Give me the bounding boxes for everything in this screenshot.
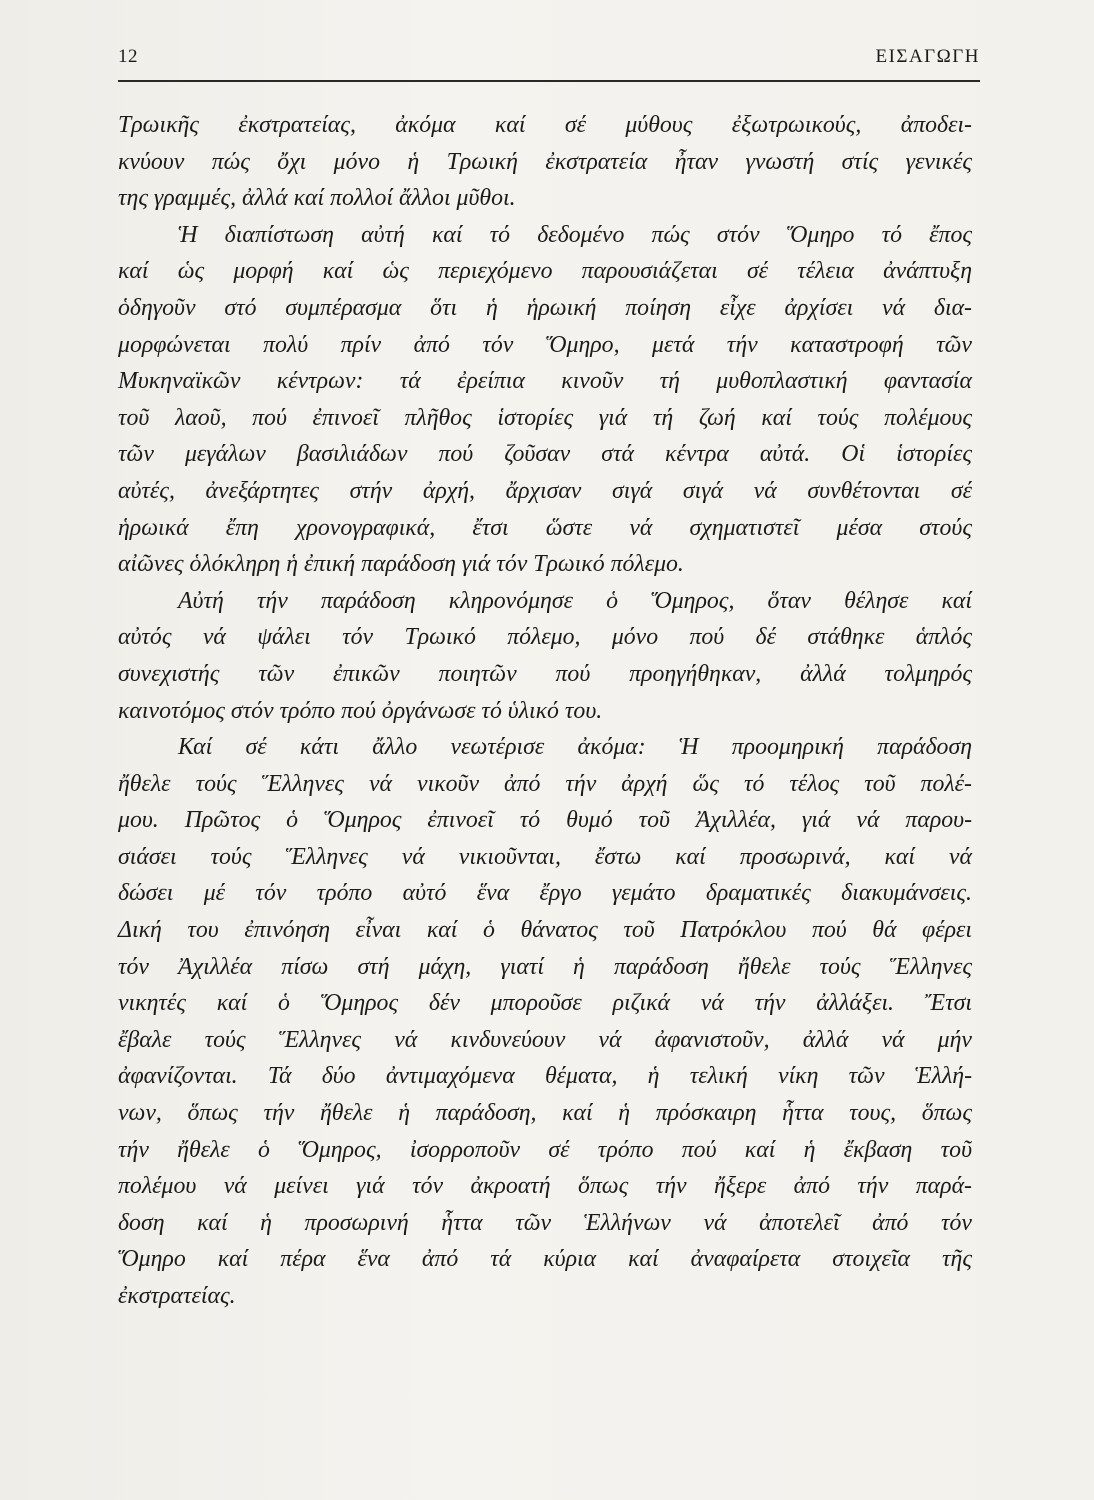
text-line: μου. Πρῶτος ὁ Ὅμηρος ἐπινοεῖ τό θυμό τοῦ Ἀχιλλέα, γιά νά παρου- bbox=[118, 807, 972, 834]
text-line: Ἡ διαπίστωση αὐτή καί τό δεδομένο πώς στόν Ὅμηρο τό ἔπος bbox=[178, 221, 972, 248]
text-line: μορφώνεται πολύ πρίν ἀπό τόν Ὅμηρο, μετά τήν καταστροφή τῶν bbox=[118, 331, 972, 358]
text-line: τόν Ἀχιλλέα πίσω στή μάχη, γιατί ἡ παράδοση ἤθελε τούς Ἕλληνες bbox=[118, 953, 972, 980]
body-text bbox=[118, 107, 972, 1315]
text-line: Τρωικῆς ἐκστρατείας, ἀκόμα καί σέ μύθους ἐξωτρωικούς, ἀποδει- bbox=[118, 112, 972, 138]
running-head: ΕΙΣΑΓΩΓΗ bbox=[875, 46, 980, 67]
text-line: ἤθελε τούς Ἕλληνες νά νικοῦν ἀπό τήν ἀρχή ὥς τό τέλος τοῦ πολέ- bbox=[118, 770, 972, 797]
text-line: νικητές καί ὁ Ὅμηρος δέν μποροῦσε ριζικά νά τήν ἀλλάξει. Ἔτσι bbox=[118, 990, 972, 1017]
text-line: πολέμου νά μείνει γιά τόν ἀκροατή ὅπως τήν ἤξερε ἀπό τήν παρά- bbox=[118, 1173, 972, 1200]
text-line: αὐτός νά ψάλει τόν Τρωικό πόλεμο, μόνο πού δέ στάθηκε ἁπλός bbox=[118, 624, 972, 651]
text-line: Ὅμηρο καί πέρα ἕνα ἀπό τά κύρια καί ἀναφαίρετα στοιχεῖα τῆς bbox=[118, 1246, 972, 1273]
text-line: της γραμμές, ἀλλά καί πολλοί ἄλλοι μῦθοι. bbox=[118, 185, 516, 212]
text-line: τήν ἤθελε ὁ Ὅμηρος, ἰσορροποῦν σέ τρόπο πού καί ἡ ἔκβαση τοῦ bbox=[118, 1136, 972, 1163]
text-line: αὐτές, ἀνεξάρτητες στήν ἀρχή, ἄρχισαν σιγά σιγά νά συνθέτονται σέ bbox=[118, 477, 972, 504]
text-line: νων, ὅπως τήν ἤθελε ἡ παράδοση, καί ἡ πρόσκαιρη ἧττα τους, ὅπως bbox=[118, 1100, 972, 1127]
text-line: σιάσει τούς Ἕλληνες νά νικιοῦνται, ἔστω καί προσωρινά, καί νά bbox=[118, 843, 972, 870]
text-line: δοση καί ἡ προσωρινή ἧττα τῶν Ἑλλήνων νά ἀποτελεῖ ἀπό τόν bbox=[118, 1209, 972, 1236]
header-rule bbox=[118, 80, 980, 82]
text-line: τῶν μεγάλων βασιλιάδων πού ζοῦσαν στά κέντρα αὐτά. Οἱ ἱστορίες bbox=[118, 441, 972, 468]
text-line: ἔβαλε τούς Ἕλληνες νά κινδυνεύουν νά ἀφανιστοῦν, ἀλλά νά μήν bbox=[118, 1026, 972, 1053]
page-header bbox=[118, 46, 980, 76]
text-line: αἰῶνες ὁλόκληρη ἡ ἐπική παράδοση γιά τόν Τρωικό πόλεμο. bbox=[118, 551, 684, 578]
text-line: τοῦ λαοῦ, πού ἐπινοεῖ πλῆθος ἱστορίες γιά τή ζωή καί τούς πολέμους bbox=[118, 404, 972, 431]
text-line: δώσει μέ τόν τρόπο αὐτό ἕνα ἔργο γεμάτο δραματικές διακυμάνσεις. bbox=[118, 880, 972, 907]
text-line: ὁδηγοῦν στό συμπέρασμα ὅτι ἡ ἡρωική ποίηση εἶχε ἀρχίσει νά δια- bbox=[118, 294, 972, 321]
text-line: ἐκστρατείας. bbox=[118, 1283, 236, 1309]
text-line: Αὐτή τήν παράδοση κληρονόμησε ὁ Ὅμηρος, ὅταν θέλησε καί bbox=[178, 587, 972, 614]
text-line: κνύουν πώς ὄχι μόνο ἡ Τρωική ἐκστρατεία ἦταν γνωστή στίς γενικές bbox=[118, 148, 972, 175]
text-line: Καί σέ κάτι ἄλλο νεωτέρισε ἀκόμα: Ἡ προομηρική παράδοση bbox=[178, 734, 972, 761]
text-line: ἀφανίζονται. Τά δύο ἀντιμαχόμενα θέματα, ἡ τελική νίκη τῶν Ἑλλή- bbox=[118, 1063, 972, 1090]
text-line: Μυκηναϊκῶν κέντρων: τά ἐρείπια κινοῦν τή μυθοπλαστική φαντασία bbox=[118, 368, 972, 395]
text-line: καινοτόμος στόν τρόπο πού ὀργάνωσε τό ὑλικό του. bbox=[118, 697, 603, 724]
text-line: συνεχιστής τῶν ἐπικῶν ποιητῶν πού προηγήθηκαν, ἀλλά τολμηρός bbox=[118, 660, 972, 687]
text-line: ἡρωικά ἔπη χρονογραφικά, ἔτσι ὥστε νά σχηματιστεῖ μέσα στούς bbox=[118, 514, 972, 541]
text-line: καί ὡς μορφή καί ὡς περιεχόμενο παρουσιάζεται σέ τέλεια ἀνάπτυξη bbox=[118, 258, 972, 285]
text-line: Δική του ἐπινόηση εἶναι καί ὁ θάνατος τοῦ Πατρόκλου πού θά φέρει bbox=[118, 917, 972, 944]
page-number: 12 bbox=[118, 46, 138, 67]
